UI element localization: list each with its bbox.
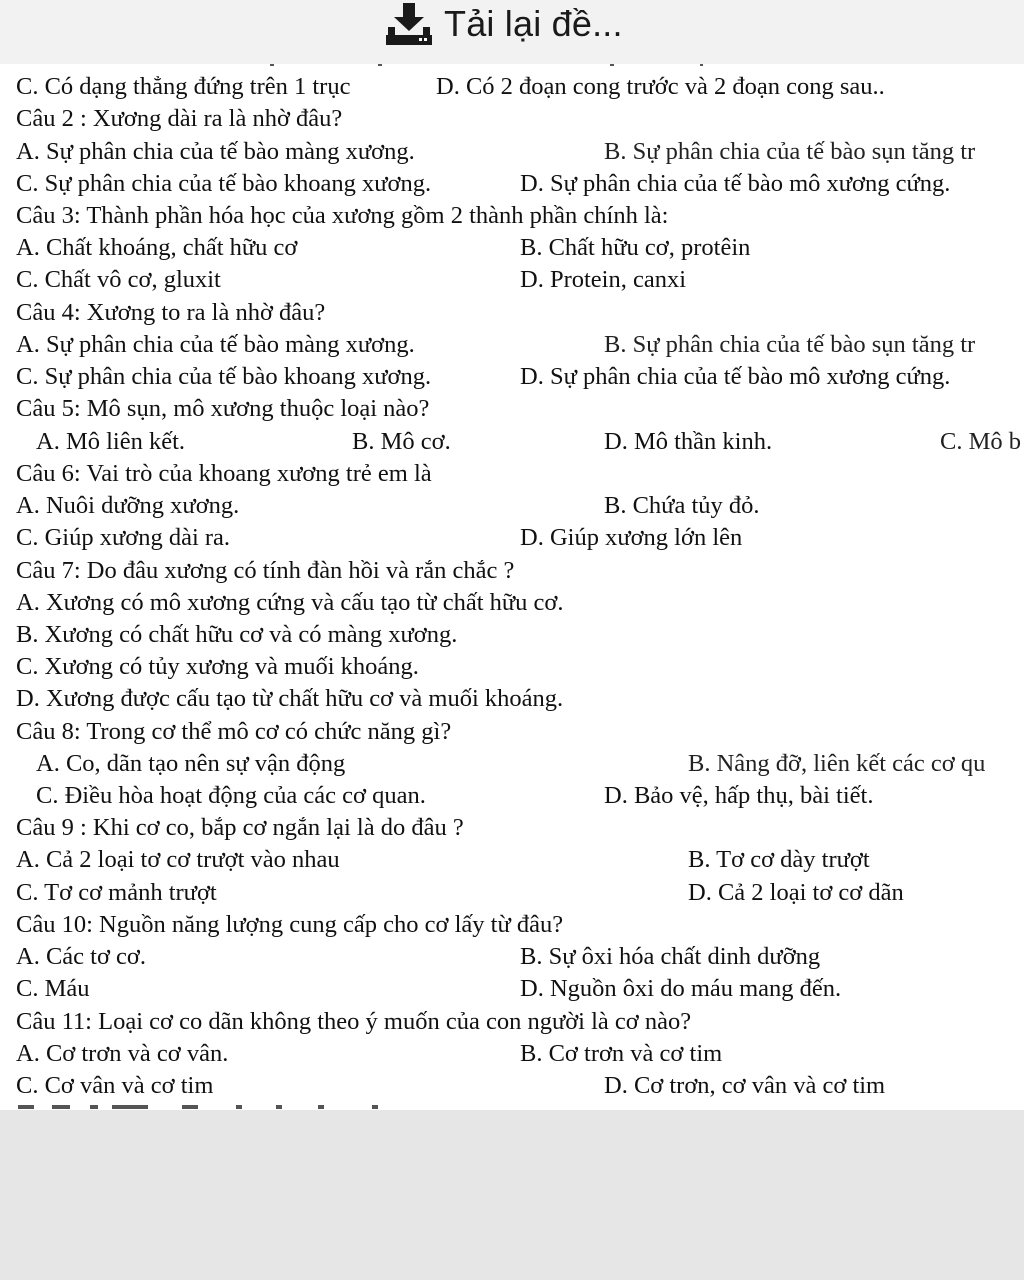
q9-option-a: A. Cả 2 loại tơ cơ trượt vào nhau [16, 846, 340, 873]
q10-option-d: D. Nguồn ôxi do máu mang đến. [520, 975, 842, 1002]
q2-option-b: B. Sự phân chia của tế bào sụn tăng tr [604, 138, 976, 165]
exam-document [0, 64, 1024, 1110]
reload-exam-button[interactable] [386, 0, 623, 48]
q1-option-d: D. Có 2 đoạn cong trước và 2 đoạn cong sau.. [436, 73, 885, 100]
q8-option-c: C. Điều hòa hoạt động của các cơ quan. [36, 782, 426, 809]
q1-option-c: C. Có dạng thẳng đứng trên 1 trục [16, 73, 351, 100]
top-toolbar [0, 0, 1024, 64]
q11-question: Câu 11: Loại cơ co dãn không theo ý muốn của con người là cơ nào? [16, 1008, 692, 1035]
q3-option-b: B. Chất hữu cơ, protêin [520, 234, 751, 261]
q7-option-c: C. Xương có tủy xương và muối khoáng. [16, 653, 419, 680]
q10-option-c: C. Máu [16, 975, 90, 1002]
q3-option-c: C. Chất vô cơ, gluxit [16, 266, 221, 293]
q9-option-b: B. Tơ cơ dày trượt [688, 846, 870, 873]
q9-question: Câu 9 : Khi cơ co, bắp cơ ngắn lại là do đâu ? [16, 814, 464, 841]
q2-option-a: A. Sự phân chia của tế bào màng xương. [16, 138, 415, 165]
q5-question: Câu 5: Mô sụn, mô xương thuộc loại nào? [16, 395, 430, 422]
q7-option-b: B. Xương có chất hữu cơ và có màng xương. [16, 621, 458, 648]
q2-question: Câu 2 : Xương dài ra là nhờ đâu? [16, 105, 343, 132]
q4-option-b: B. Sự phân chia của tế bào sụn tăng tr [604, 331, 976, 358]
download-icon [386, 3, 432, 45]
q8-question: Câu 8: Trong cơ thể mô cơ có chức năng gì? [16, 718, 452, 745]
q11-option-c: C. Cơ vân và cơ tim [16, 1072, 214, 1099]
q11-option-b: B. Cơ trơn và cơ tim [520, 1040, 723, 1067]
q11-option-a: A. Cơ trơn và cơ vân. [16, 1040, 229, 1067]
q11-option-d: D. Cơ trơn, cơ vân và cơ tim [604, 1072, 886, 1099]
q3-question: Câu 3: Thành phần hóa học của xương gồm 2 thành phần chính là: [16, 202, 669, 229]
q5-option-b: B. Mô cơ. [352, 428, 451, 455]
q4-option-c: C. Sự phân chia của tế bào khoang xương. [16, 363, 432, 390]
q7-question: Câu 7: Do đâu xương có tính đàn hồi và rắn chắc ? [16, 557, 515, 584]
q9-option-c: C. Tơ cơ mảnh trượt [16, 879, 217, 906]
q5-option-d: D. Mô thần kinh. [604, 428, 773, 455]
q2-option-d: D. Sự phân chia của tế bào mô xương cứng. [520, 170, 951, 197]
q4-option-d: D. Sự phân chia của tế bào mô xương cứng. [520, 363, 951, 390]
q3-option-a: A. Chất khoáng, chất hữu cơ [16, 234, 298, 261]
reload-exam-label: Tải lại đề... [444, 3, 623, 44]
q7-option-a: A. Xương có mô xương cứng và cấu tạo từ chất hữu cơ. [16, 589, 564, 616]
q4-option-a: A. Sự phân chia của tế bào màng xương. [16, 331, 415, 358]
cut-off-text-top [0, 64, 1024, 70]
q9-option-d: D. Cả 2 loại tơ cơ dãn [688, 879, 904, 906]
empty-gray-area [0, 1110, 1024, 1280]
q2-option-c: C. Sự phân chia của tế bào khoang xương. [16, 170, 432, 197]
q6-question: Câu 6: Vai trò của khoang xương trẻ em là [16, 460, 432, 487]
q8-option-a: A. Co, dãn tạo nên sự vận động [36, 750, 346, 777]
q8-option-b: B. Nâng đỡ, liên kết các cơ qu [688, 750, 986, 777]
q3-option-d: D. Protein, canxi [520, 266, 687, 293]
q5-option-a: A. Mô liên kết. [36, 428, 186, 455]
q8-option-d: D. Bảo vệ, hấp thụ, bài tiết. [604, 782, 874, 809]
q7-option-d: D. Xương được cấu tạo từ chất hữu cơ và muối khoáng. [16, 685, 564, 712]
q5-option-c: C. Mô b [940, 428, 1022, 455]
q6-option-d: D. Giúp xương lớn lên [520, 524, 743, 551]
q4-question: Câu 4: Xương to ra là nhờ đâu? [16, 299, 326, 326]
q6-option-c: C. Giúp xương dài ra. [16, 524, 231, 551]
q10-question: Câu 10: Nguồn năng lượng cung cấp cho cơ lấy từ đâu? [16, 911, 564, 938]
q10-option-b: B. Sự ôxi hóa chất dinh dưỡng [520, 943, 821, 970]
q10-option-a: A. Các tơ cơ. [16, 943, 147, 970]
q6-option-a: A. Nuôi dưỡng xương. [16, 492, 240, 519]
q6-option-b: B. Chứa tủy đỏ. [604, 492, 760, 519]
